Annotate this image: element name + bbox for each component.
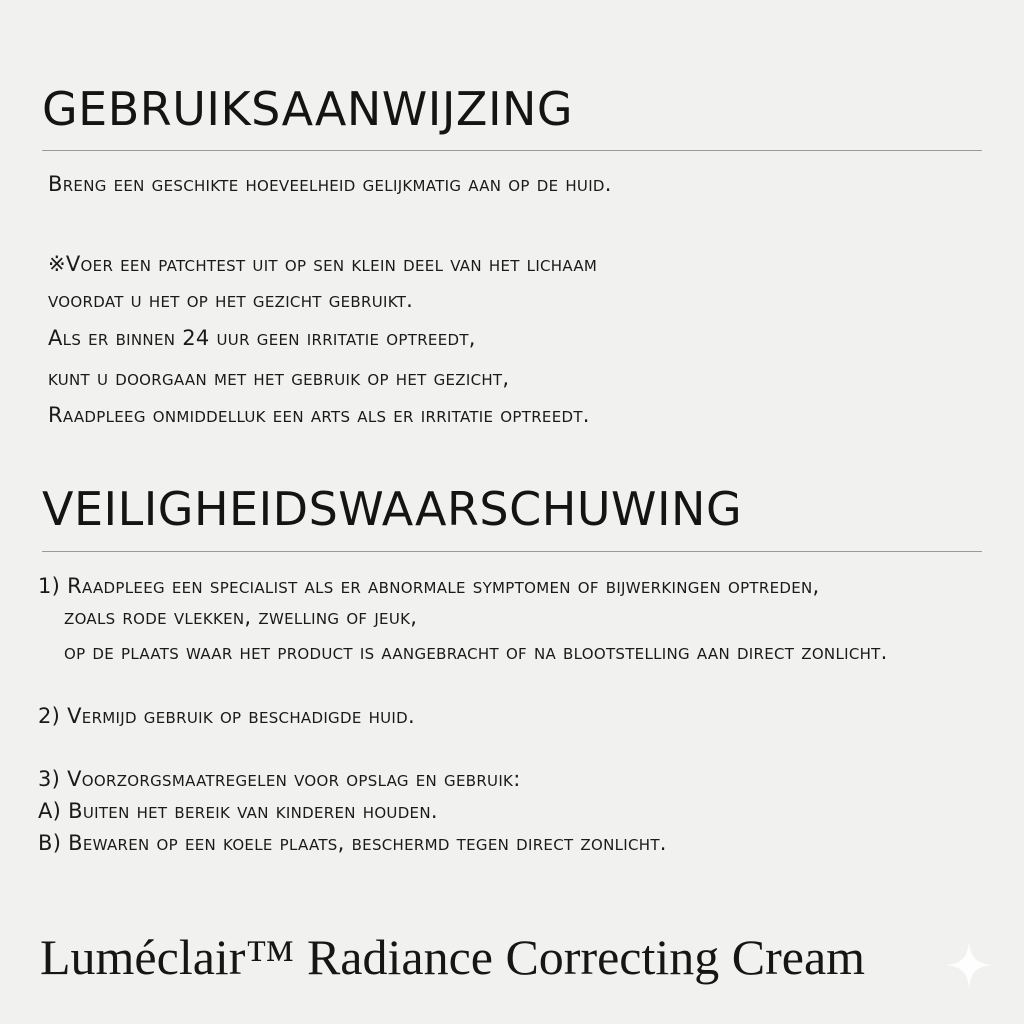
usage-line-5: kunt u doorgaan met het gebruik op het gezicht, xyxy=(48,366,510,390)
usage-title: GEBRUIKSAANWIJZING xyxy=(42,82,574,136)
usage-line-2: ※Voer een patchtest uit op sen klein deel van het lichaam xyxy=(48,252,598,276)
safety-title: VEILIGHEIDSWAARSCHUWING xyxy=(42,482,743,536)
safety-line-4: 2) Vermijd gebruik op beschadigde huid. xyxy=(38,704,415,728)
safety-line-1: 1) Raadpleeg een specialist als er abnormale symptomen of bijwerkingen optreden, xyxy=(38,574,820,598)
sparkle-icon xyxy=(944,940,994,990)
product-name: Luméclair™ Radiance Correcting Cream xyxy=(40,929,866,985)
usage-divider xyxy=(42,150,982,151)
safety-line-3: op de plaats waar het product is aangebracht of na blootstelling aan direct zonlicht. xyxy=(64,640,888,664)
safety-line-6: A) Buiten het bereik van kinderen houden. xyxy=(38,799,438,823)
safety-line-5: 3) Voorzorgsmaatregelen voor opslag en gebruik: xyxy=(38,767,521,791)
safety-line-2: zoals rode vlekken, zwelling of jeuk, xyxy=(64,605,418,629)
usage-line-4: Als er binnen 24 uur geen irritatie optreedt, xyxy=(48,326,476,350)
usage-line-3: voordat u het op het gezicht gebruikt. xyxy=(48,288,414,312)
usage-line-6: Raadpleeg onmiddelluk een arts als er irritatie optreedt. xyxy=(48,403,590,427)
safety-divider xyxy=(42,551,982,552)
usage-line-1: Breng een geschikte hoeveelheid gelijkmatig aan op de huid. xyxy=(48,172,612,196)
safety-line-7: B) Bewaren op een koele plaats, beschermd tegen direct zonlicht. xyxy=(38,831,667,855)
